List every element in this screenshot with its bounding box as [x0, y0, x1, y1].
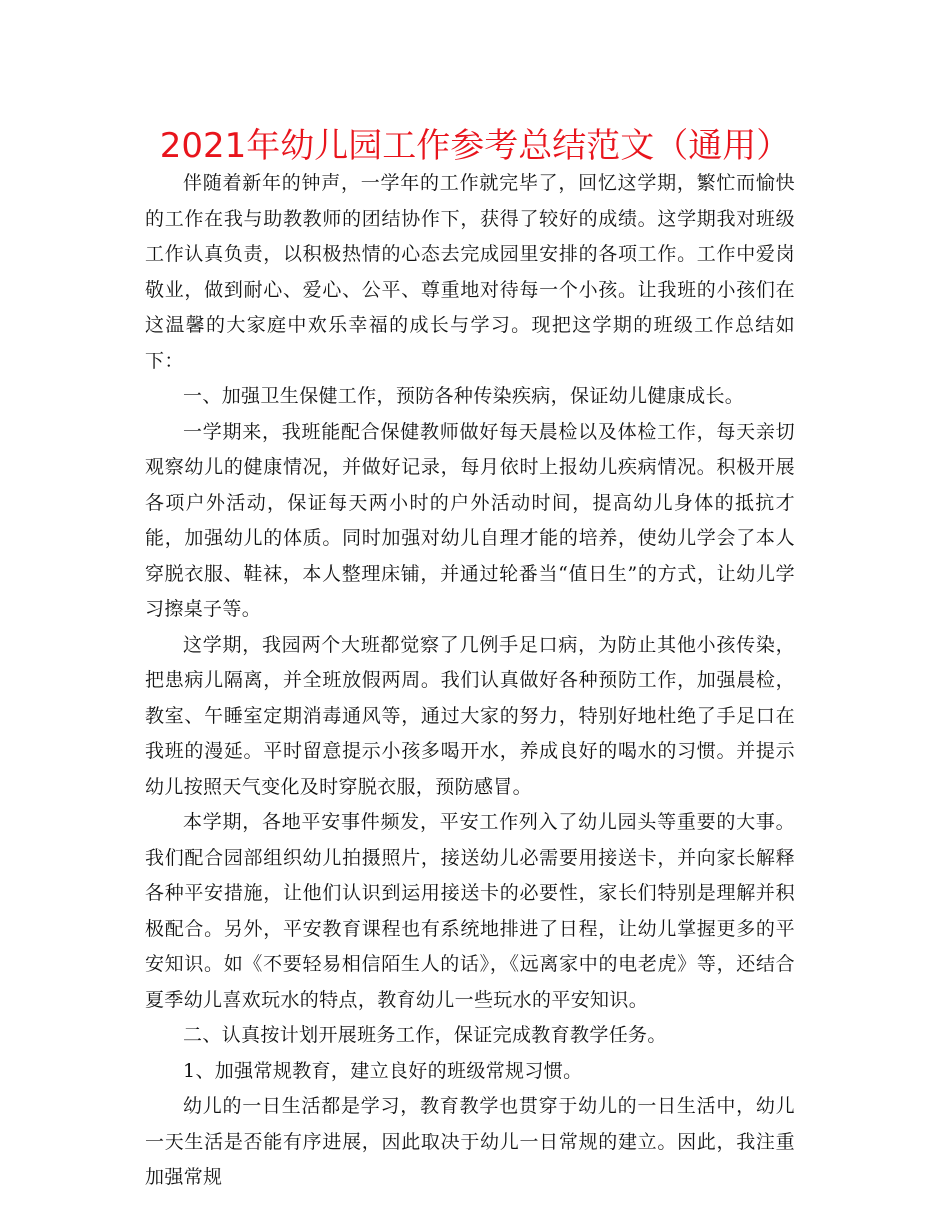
section-heading-class-work: 二、认真按计划开展班务工作，保证完成教育教学任务。 — [183, 1024, 667, 1046]
document-title: 2021年幼儿园工作参考总结范文（通用） — [159, 126, 791, 166]
paragraph-safety: 本学期，各地平安事件频发，平安工作列入了幼儿园头等重要的大事。我们配合园部组织幼儿拍摄照片，接送幼儿必需要用接送卡，并向家长解释各种平安措施，让他们认识到运用接送卡的必要性，家长们特别是理解并积极配合。另外，平安教育课程也有系统地排进了日程，让幼儿掌握更多的平安知识。如《不要轻易相信陌生人的话》，《远离家中的电老虎》等，还结合夏季幼儿喜欢玩水的特点，教育幼儿一些玩水的平安知识。 — [145, 811, 795, 1011]
paragraph-intro: 伴随着新年的钟声，一学年的工作就完毕了，回忆这学期，繁忙而愉快的工作在我与助教教师的团结协作下，获得了较好的成绩。这学期我对班级工作认真负责，以积极热情的心态去完成园里安排的各项工作。工作中爱岗敬业，做到耐心、爱心、公平、尊重地对待每一个小孩。让我班的小孩们在这温馨的大家庭中欢乐幸福的成长与学习。现把这学期的班级工作总结如下： — [145, 172, 795, 372]
paragraph-routine: 幼儿的一日生活都是学习，教育教学也贯穿于幼儿的一日生活中，幼儿一天生活是否能有序进展，因此取决于幼儿一日常规的建立。因此，我注重加强常规 — [145, 1095, 795, 1188]
subsection-heading-routine: 1、加强常规教育，建立良好的班级常规习惯。 — [183, 1059, 583, 1082]
section-heading-health: 一、加强卫生保健工作，预防各种传染疾病，保证幼儿健康成长。 — [183, 385, 745, 407]
paragraph-health-checks: 一学期来，我班能配合保健教师做好每天晨检以及体检工作，每天亲切观察幼儿的健康情况，并做好记录，每月依时上报幼儿疾病情况。积极开展各项户外活动，保证每天两小时的户外活动时间，提高幼儿身体的抵抗才能，加强幼儿的体质。同时加强对幼儿自理才能的培养，使幼儿学会了本人穿脱衣服、鞋袜，本人整理床铺，并通过轮番当“值日生”的方式，让幼儿学习擦桌子等。 — [145, 420, 795, 620]
paragraph-disease-prevention: 这学期，我园两个大班都觉察了几例手足口病，为防止其他小孩传染，把患病儿隔离，并全班放假两周。我们认真做好各种预防工作，加强晨检，教室、午睡室定期消毒通风等，通过大家的努力，特别好地杜绝了手足口在我班的漫延。平时留意提示小孩多喝开水，养成良好的喝水的习惯。并提示幼儿按照天气变化及时穿脱衣服，预防感冒。 — [145, 633, 795, 798]
document-body — [145, 166, 795, 1196]
